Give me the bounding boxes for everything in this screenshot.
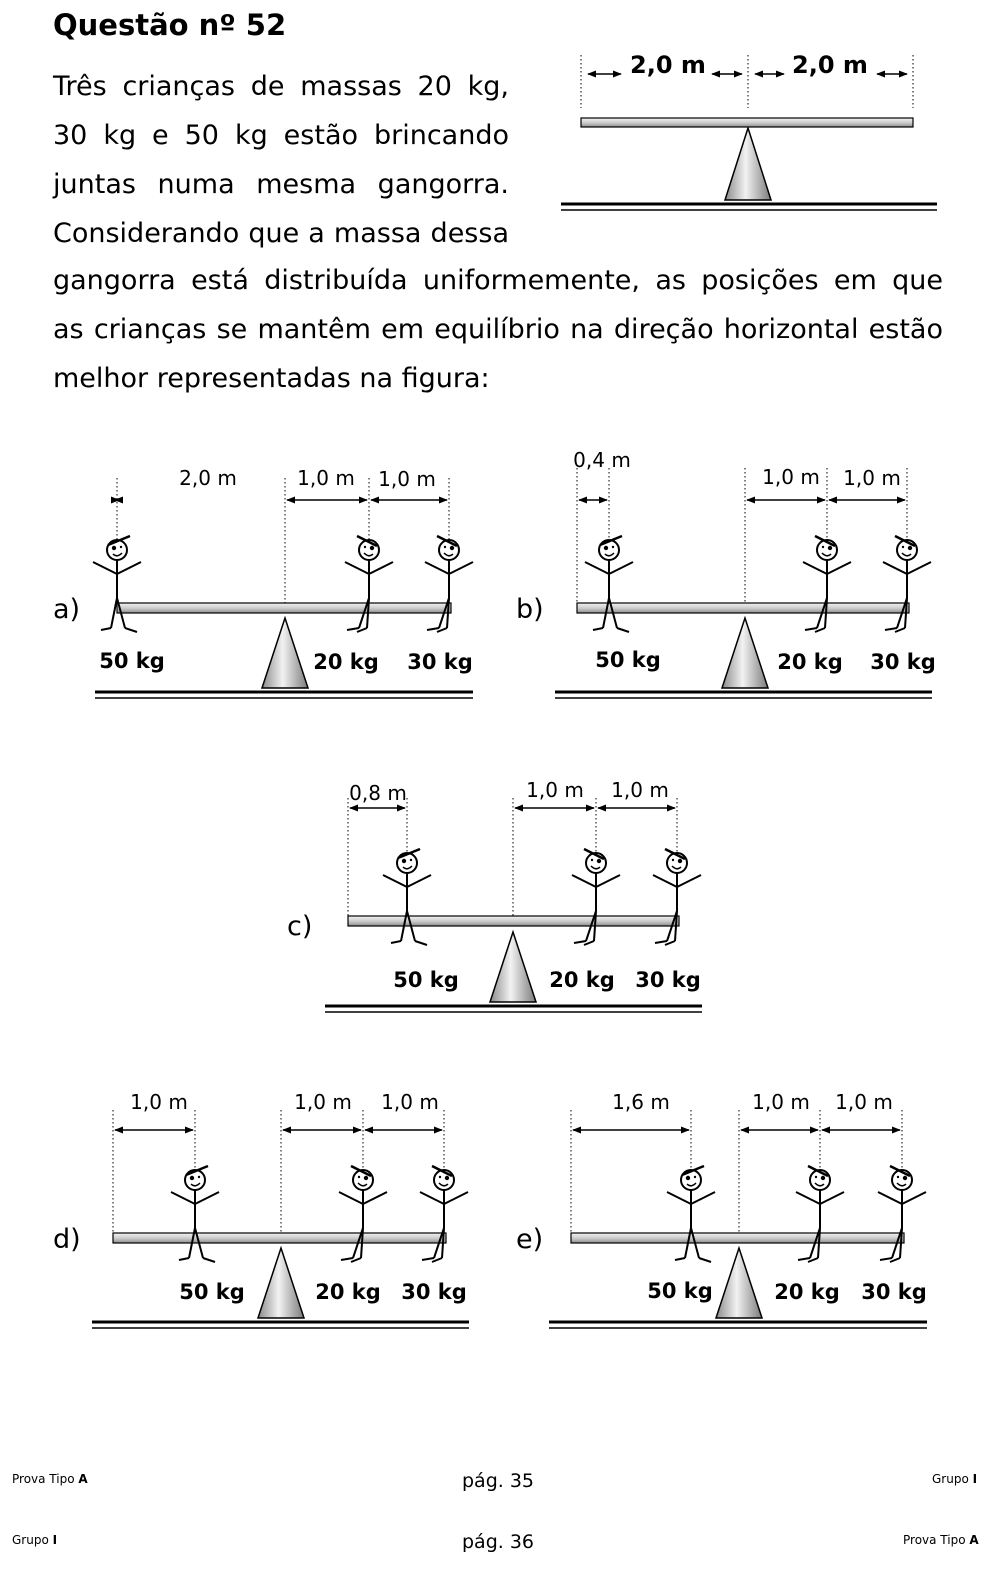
distance-label: 1,0 m — [762, 465, 820, 489]
distance-label: 1,0 m — [378, 467, 436, 491]
question-line: juntas numa mesma gangorra. — [53, 169, 509, 200]
child-figure — [420, 1166, 468, 1262]
mass-label: 20 kg — [315, 1280, 381, 1304]
child-figure — [883, 536, 931, 632]
child-figure — [803, 536, 851, 632]
mass-label: 30 kg — [401, 1280, 467, 1304]
question-line: as crianças se mantêm em equilíbrio na direção horizontal estão — [53, 314, 943, 345]
question-line: gangorra está distribuída uniformemente, as posições em que — [53, 265, 943, 296]
fulcrum — [722, 618, 768, 688]
distance-label: 1,6 m — [612, 1090, 670, 1114]
footer-value: I — [52, 1533, 58, 1547]
footer-value: I — [972, 1472, 978, 1486]
child-figure — [345, 536, 393, 632]
footer-label: Prova Tipo — [12, 1472, 79, 1486]
footer-value: A — [969, 1533, 979, 1547]
seesaw-beam — [577, 603, 909, 613]
distance-label: 1,0 m — [526, 778, 584, 802]
child-figure — [425, 536, 473, 632]
seesaw-beam — [117, 603, 451, 613]
distance-label: 0,4 m — [573, 448, 631, 472]
option-letter: c) — [287, 911, 313, 942]
child-figure — [796, 1166, 844, 1262]
distance-label: 2,0 m — [179, 466, 237, 490]
footer-group — [12, 1533, 57, 1547]
footer-label: Prova Tipo — [903, 1533, 970, 1547]
child-figure — [667, 1166, 715, 1262]
mass-label: 20 kg — [774, 1280, 840, 1304]
child-figure — [572, 849, 620, 945]
footer-group — [932, 1472, 977, 1486]
distance-label: 1,0 m — [381, 1090, 439, 1114]
mass-label: 50 kg — [179, 1280, 245, 1304]
question-line: Três crianças de massas 20 kg, — [53, 71, 509, 102]
child-figure — [339, 1166, 387, 1262]
mass-label: 30 kg — [870, 650, 936, 674]
question-line: Considerando que a massa dessa — [53, 218, 509, 249]
footer-label: Grupo — [12, 1533, 53, 1547]
footer-value: A — [78, 1472, 88, 1486]
child-figure — [653, 849, 701, 945]
mass-label: 30 kg — [861, 1280, 927, 1304]
child-figure — [383, 849, 431, 945]
child-figure — [93, 536, 141, 632]
footer-label: Grupo — [932, 1472, 973, 1486]
fulcrum — [725, 128, 771, 200]
distance-label: 1,0 m — [297, 466, 355, 490]
seesaw-beam — [113, 1233, 446, 1243]
child-figure — [585, 536, 633, 632]
mass-label: 30 kg — [407, 650, 473, 674]
question-title: Questão nº 52 — [53, 8, 287, 42]
seesaw-beam — [581, 118, 913, 127]
seesaw-beam — [348, 916, 679, 926]
mass-label: 50 kg — [647, 1279, 713, 1303]
mass-label: 50 kg — [595, 648, 661, 672]
footer-exam-type — [903, 1533, 979, 1547]
fulcrum — [490, 932, 536, 1002]
option-letter: e) — [516, 1224, 544, 1255]
question-line: melhor representadas na figura: — [53, 363, 490, 394]
page-number: pág. 36 — [462, 1531, 535, 1553]
distance-label: 1,0 m — [843, 466, 901, 490]
mass-label: 20 kg — [549, 968, 615, 992]
dimension-label: 2,0 m — [630, 51, 706, 79]
mass-label: 30 kg — [635, 968, 701, 992]
fulcrum — [258, 1248, 304, 1318]
option-letter: d) — [53, 1224, 81, 1255]
distance-label: 1,0 m — [611, 778, 669, 802]
fulcrum — [716, 1248, 762, 1318]
dimension-label: 2,0 m — [792, 51, 868, 79]
mass-label: 20 kg — [777, 650, 843, 674]
option-letter: a) — [53, 594, 81, 625]
distance-label: 1,0 m — [835, 1090, 893, 1114]
distance-label: 0,8 m — [349, 781, 407, 805]
child-figure — [171, 1166, 219, 1262]
distance-label: 1,0 m — [294, 1090, 352, 1114]
child-figure — [878, 1166, 926, 1262]
footer-exam-type — [12, 1472, 88, 1486]
question-line: 30 kg e 50 kg estão brincando — [53, 120, 509, 151]
mass-label: 50 kg — [99, 649, 165, 673]
mass-label: 50 kg — [393, 968, 459, 992]
fulcrum — [262, 618, 308, 688]
distance-label: 1,0 m — [752, 1090, 810, 1114]
page-number: pág. 35 — [462, 1470, 535, 1492]
option-letter: b) — [516, 594, 544, 625]
mass-label: 20 kg — [313, 650, 379, 674]
distance-label: 1,0 m — [130, 1090, 188, 1114]
seesaw-beam — [571, 1233, 904, 1243]
